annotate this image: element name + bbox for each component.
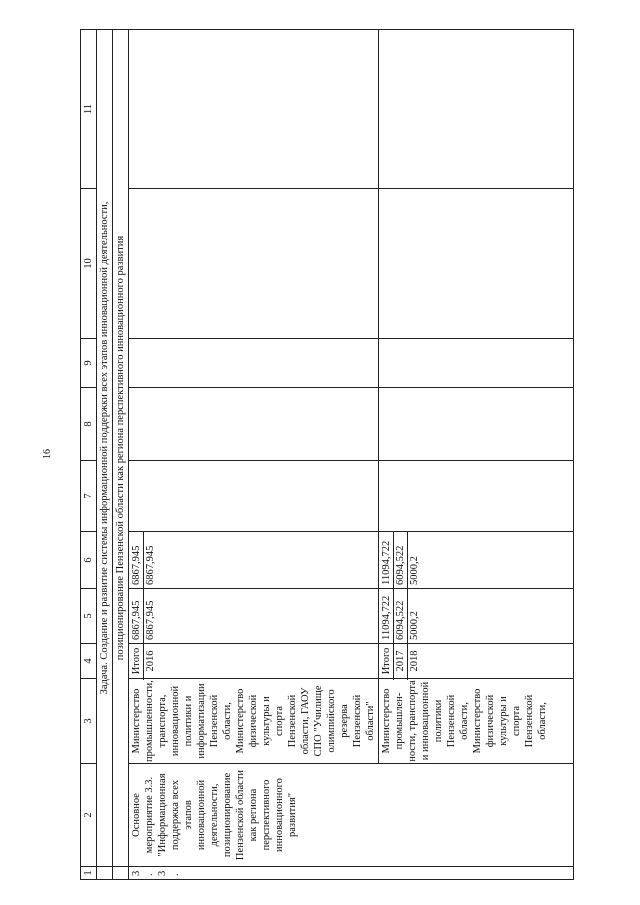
col-header-10: 10 (81, 189, 97, 339)
year-cell: Итого (381, 647, 392, 675)
col-header-5: 5 (81, 589, 97, 644)
task-row-2 (113, 30, 129, 880)
year-cell: 2017 (393, 642, 407, 680)
year-cell: 2016 (143, 642, 157, 680)
executor-b: Министерство промышлен-ности, транспорта и инновационной политики Пензенской области, Министерство физической культуры и спорта Пензенской области, (379, 679, 574, 764)
year-cell: Итого (131, 647, 142, 675)
value-cell: 5000,2 (407, 589, 421, 643)
col-header-4: 4 (81, 644, 97, 679)
col-header-7: 7 (81, 461, 97, 532)
measure-row-a (129, 30, 379, 880)
value-cell: 6867,945 (143, 532, 157, 588)
measure-row-b (379, 30, 574, 880)
sum-a (129, 589, 379, 644)
value-cell: 11094,722 (381, 595, 392, 640)
budget-a (129, 532, 379, 589)
value-cell: 6867,945 (131, 545, 142, 585)
col-header-3: 3 (81, 679, 97, 764)
year-cell: 2018 (407, 642, 421, 680)
value-cell: 6094,522 (393, 589, 407, 643)
value-cell: 5000,2 (407, 532, 421, 588)
col-header-1: 1 (81, 867, 97, 880)
task-text-2: позиционирование Пензенской области как региона перспективного инновационного развития (113, 30, 129, 867)
col-header-8: 8 (81, 388, 97, 461)
budget-b (379, 532, 574, 589)
page-number: 16 (42, 449, 53, 459)
row-number: 3.3. (129, 867, 574, 880)
value-cell: 6867,945 (143, 589, 157, 643)
program-table (80, 29, 574, 880)
col-header-11: 11 (81, 30, 97, 189)
value-cell: 11094,722 (381, 540, 392, 585)
rotated-page (80, 30, 625, 880)
value-cell: 6867,945 (131, 600, 142, 640)
col-header-2: 2 (81, 764, 97, 867)
years-a (129, 644, 379, 679)
col-header-6: 6 (81, 532, 97, 589)
years-b (379, 644, 574, 679)
measure-name: Основное мероприятие 3.3. "Информационная поддержка всех этапов инновационной деятельности, позиционирование Пензенской области как региона перспективного инновационного развития" (129, 764, 574, 867)
executor-a: Министерство промышленности, транспорта, инновационной политики и информатизации Пензенской области, Министерство физической культуры и спорта Пензенской области, ГАОУ СПО "Училище олимпийского резерва Пензенской области" (129, 679, 379, 764)
sum-b (379, 589, 574, 644)
task-row (97, 30, 113, 880)
value-cell: 6094,522 (393, 532, 407, 588)
header-row (81, 30, 97, 880)
col-header-9: 9 (81, 339, 97, 388)
task-text: Задача. Создание и развитие системы информационной поддержки всех этапов инновационной деятельности, (97, 30, 113, 867)
